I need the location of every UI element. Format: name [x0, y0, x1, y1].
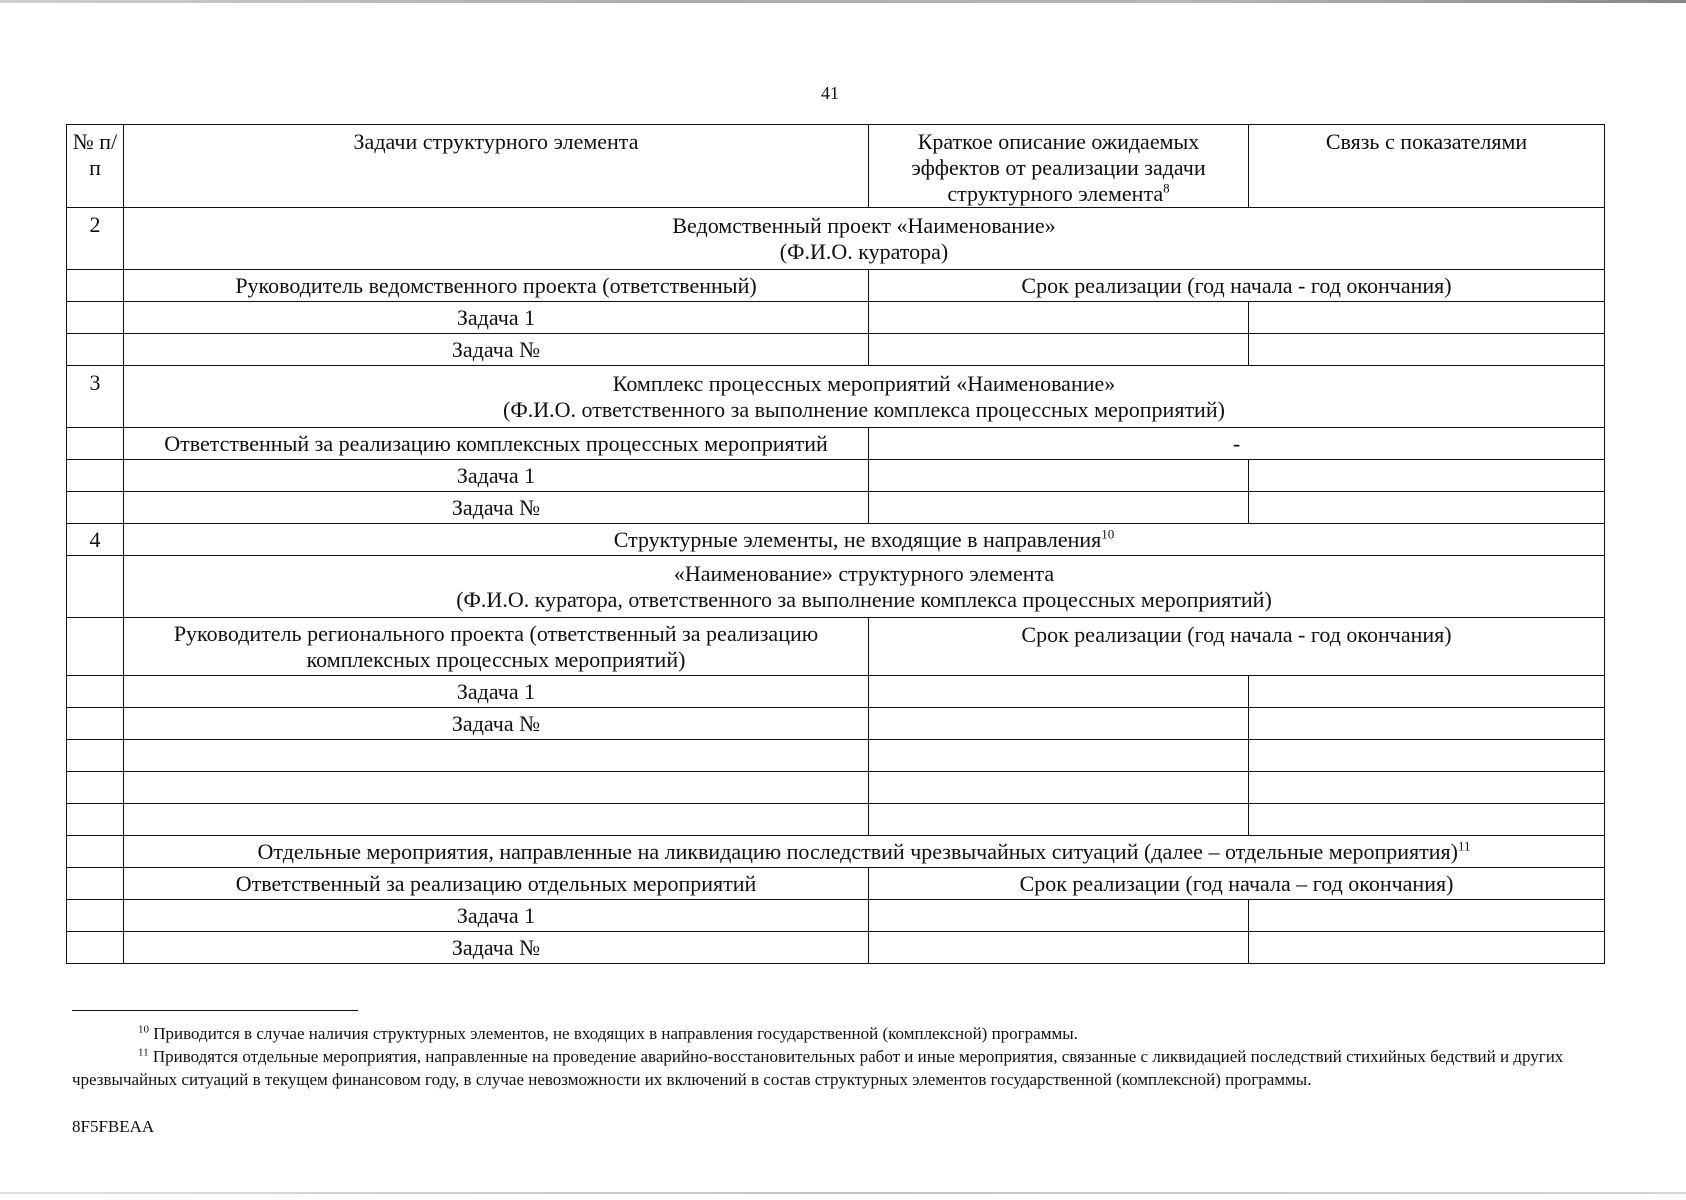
- footnote-11: [72, 1045, 1582, 1091]
- section4-title: Структурные элементы, не входящие в направления: [613, 526, 1102, 552]
- table-row: [67, 708, 1605, 740]
- section4-title-sup: 10: [1101, 526, 1115, 542]
- document-id: 8F5FBEAA: [72, 1117, 155, 1136]
- section4-title-cell: [124, 524, 1605, 556]
- section2-title-cell: [124, 208, 1605, 270]
- table-row: [67, 932, 1605, 964]
- empty-cell: [67, 492, 124, 524]
- section4-name: «Наименование» структурного элемента: [673, 560, 1055, 586]
- empty-cell: [869, 932, 1249, 964]
- empty-cell: [869, 804, 1249, 836]
- table-row: [67, 492, 1605, 524]
- section3-term-value: -: [869, 428, 1605, 460]
- section2-term-label: Срок реализации (год начала - год окончания): [869, 270, 1605, 302]
- header-effects-text: Краткое описание ожидаемых эффектов от реализации задачи структурного элемента: [911, 129, 1206, 206]
- section4-name-row: [67, 556, 1605, 618]
- emergency-task1: Задача 1: [124, 900, 869, 932]
- header-effects-sup: 8: [1163, 180, 1170, 196]
- empty-cell: [67, 334, 124, 366]
- scan-edge-bottom: [0, 1192, 1686, 1194]
- section2-lead-label: Руководитель ведомственного проекта (ответственный): [124, 270, 869, 302]
- footnote-11-mark: 11: [138, 1046, 149, 1059]
- empty-cell: [869, 740, 1249, 772]
- empty-cell: [67, 804, 124, 836]
- empty-cell: [1249, 772, 1605, 804]
- section4-title-row: [67, 524, 1605, 556]
- emergency-term-label: Срок реализации (год начала – год окончания): [869, 868, 1605, 900]
- emergency-lead-row: [67, 868, 1605, 900]
- table-row: [67, 900, 1605, 932]
- empty-cell: [67, 428, 124, 460]
- section3-task1: Задача 1: [124, 460, 869, 492]
- table-header-row: [67, 125, 1605, 208]
- empty-cell: [67, 836, 124, 868]
- section3-lead-row: [67, 428, 1605, 460]
- section4-lead-label: Руководитель регионального проекта (ответственный за реализацию комплексных процессных мероприятий): [124, 618, 869, 676]
- empty-cell: [1249, 740, 1605, 772]
- empty-cell: [869, 460, 1249, 492]
- emergency-title-row: [67, 836, 1605, 868]
- empty-cell: [1249, 900, 1605, 932]
- footnote-10: [72, 1022, 1582, 1045]
- empty-row: [67, 772, 1605, 804]
- empty-cell: [1249, 676, 1605, 708]
- empty-cell: [869, 708, 1249, 740]
- section4-term-label: Срок реализации (год начала - год окончания): [869, 618, 1605, 676]
- emergency-title-sup: 11: [1457, 838, 1471, 854]
- empty-cell: [67, 932, 124, 964]
- empty-cell: [67, 740, 124, 772]
- header-effects: [869, 125, 1249, 208]
- emergency-title: Отдельные мероприятия, направленные на ликвидацию последствий чрезвычайных ситуаций (далее – отдельные мероприятия): [257, 838, 1458, 864]
- page-number: 41: [821, 83, 839, 103]
- empty-cell: [869, 334, 1249, 366]
- section3-taskN: Задача №: [124, 492, 869, 524]
- footnote-10-mark: 10: [138, 1023, 149, 1036]
- header-tasks: Задачи структурного элемента: [124, 125, 869, 208]
- section4-lead-row: [67, 618, 1605, 676]
- section2-taskN: Задача №: [124, 334, 869, 366]
- table-row: [67, 302, 1605, 334]
- section3-title-cell: [124, 366, 1605, 428]
- empty-cell: [67, 900, 124, 932]
- section4-curator: (Ф.И.О. куратора, ответственного за выполнение комплекса процессных мероприятий): [456, 586, 1272, 612]
- footnote-11-text: Приводятся отдельные мероприятия, направленные на проведение аварийно-восстановительных работ и иные мероприятия, связанные с ликвидацией последствий стихийных бедствий и других чрезвычайных ситуаций в текущем финансовом году, в случае невозможности их включений в состав структурных элементов государственной (комплексной) программы.: [72, 1047, 1564, 1089]
- section3-title: Комплекс процессных мероприятий «Наименование»: [612, 370, 1116, 396]
- emergency-lead-label: Ответственный за реализацию отдельных мероприятий: [124, 868, 869, 900]
- empty-cell: [67, 556, 124, 618]
- footnote-divider: [72, 1010, 358, 1011]
- table-row: [67, 676, 1605, 708]
- empty-cell: [1249, 302, 1605, 334]
- empty-cell: [67, 270, 124, 302]
- empty-cell: [869, 772, 1249, 804]
- empty-cell: [67, 302, 124, 334]
- empty-cell: [67, 868, 124, 900]
- empty-cell: [67, 460, 124, 492]
- section3-num: 3: [67, 366, 124, 428]
- section2-title-row: [67, 208, 1605, 270]
- empty-cell: [869, 492, 1249, 524]
- empty-cell: [1249, 804, 1605, 836]
- empty-cell: [67, 772, 124, 804]
- empty-cell: [869, 676, 1249, 708]
- footnote-10-text: Приводится в случае наличия структурных элементов, не входящих в направления государственной (комплексной) программы.: [153, 1024, 1078, 1043]
- structural-elements-table: [66, 124, 1605, 964]
- footnotes: [72, 1022, 1582, 1091]
- section4-task1: Задача 1: [124, 676, 869, 708]
- empty-cell: [869, 900, 1249, 932]
- empty-cell: [869, 302, 1249, 334]
- table-row: [67, 460, 1605, 492]
- empty-cell: [67, 676, 124, 708]
- emergency-taskN: Задача №: [124, 932, 869, 964]
- empty-cell: [124, 772, 869, 804]
- section2-curator: (Ф.И.О. куратора): [779, 238, 949, 264]
- section4-taskN: Задача №: [124, 708, 869, 740]
- section3-lead-label: Ответственный за реализацию комплексных процессных мероприятий: [124, 428, 869, 460]
- empty-row: [67, 804, 1605, 836]
- empty-row: [67, 740, 1605, 772]
- emergency-title-cell: [124, 836, 1605, 868]
- section3-curator: (Ф.И.О. ответственного за выполнение комплекса процессных мероприятий): [503, 396, 1225, 422]
- header-num: № п/п: [67, 125, 124, 208]
- empty-cell: [67, 618, 124, 676]
- empty-cell: [124, 804, 869, 836]
- empty-cell: [1249, 932, 1605, 964]
- section2-num: 2: [67, 208, 124, 270]
- empty-cell: [67, 708, 124, 740]
- section2-task1: Задача 1: [124, 302, 869, 334]
- section4-num: 4: [67, 524, 124, 556]
- section4-name-cell: [124, 556, 1605, 618]
- empty-cell: [1249, 708, 1605, 740]
- empty-cell: [1249, 492, 1605, 524]
- empty-cell: [124, 740, 869, 772]
- section3-title-row: [67, 366, 1605, 428]
- empty-cell: [1249, 334, 1605, 366]
- table-row: [67, 334, 1605, 366]
- header-link: Связь с показателями: [1249, 125, 1605, 208]
- scan-edge-top: [0, 0, 1686, 3]
- section2-title: Ведомственный проект «Наименование»: [672, 212, 1056, 238]
- empty-cell: [1249, 460, 1605, 492]
- section2-lead-row: [67, 270, 1605, 302]
